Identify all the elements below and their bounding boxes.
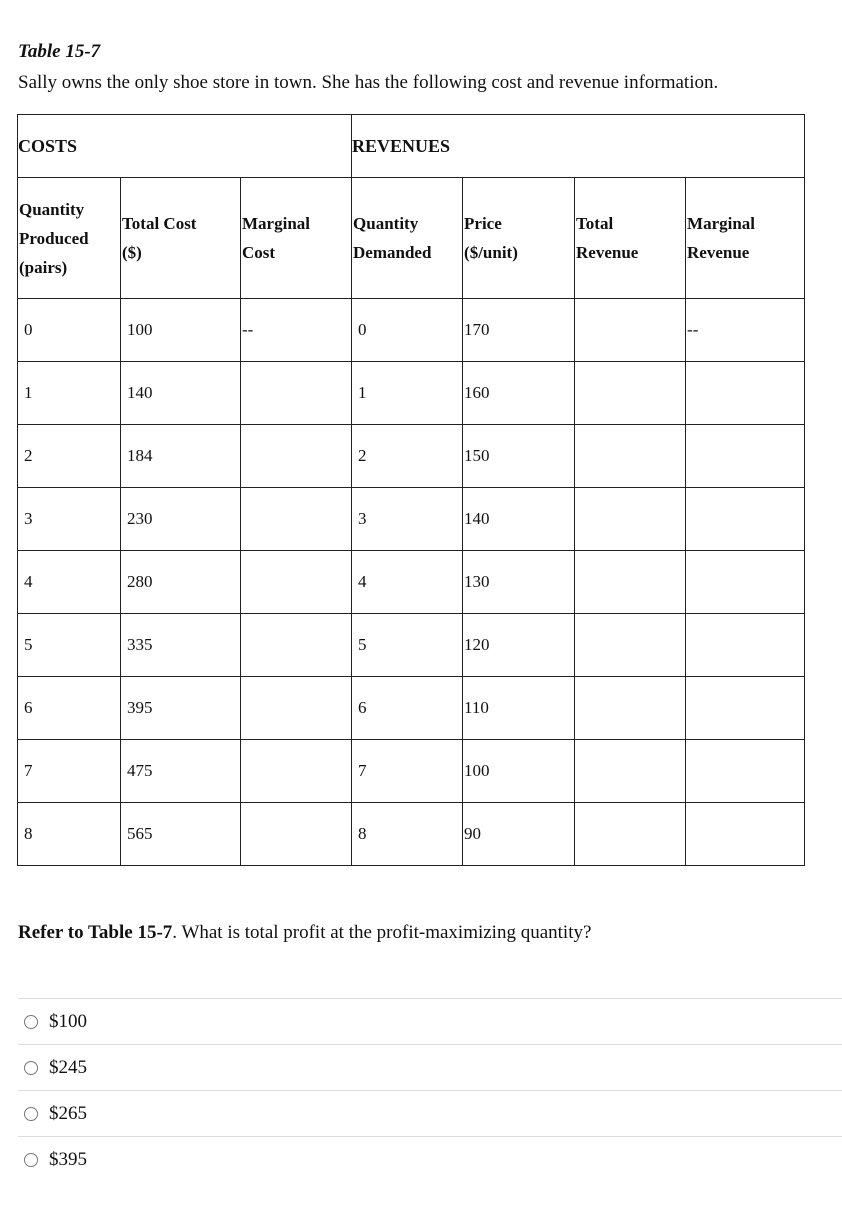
table-row <box>18 614 805 677</box>
cell-total-revenue <box>575 299 686 362</box>
answer-option[interactable] <box>18 1044 842 1090</box>
cell-total-cost: 100 <box>121 299 241 362</box>
cell-quantity-demanded: 3 <box>352 488 463 551</box>
cell-marginal-cost <box>241 425 352 488</box>
cell-quantity-produced: 3 <box>18 488 121 551</box>
revenues-section-label: REVENUES <box>352 115 805 178</box>
table-row <box>18 425 805 488</box>
cell-quantity-produced: 0 <box>18 299 121 362</box>
table-row <box>18 299 805 362</box>
header-marginal-revenue: Marginal Revenue <box>686 178 805 299</box>
header-marginal-cost: Marginal Cost <box>241 178 352 299</box>
cell-quantity-demanded: 0 <box>352 299 463 362</box>
cell-marginal-cost <box>241 803 352 866</box>
cell-marginal-revenue <box>686 614 805 677</box>
answer-options <box>18 998 842 1182</box>
costs-section-label: COSTS <box>18 115 352 178</box>
cell-total-revenue <box>575 614 686 677</box>
radio-button-icon[interactable] <box>24 1015 38 1029</box>
cell-total-cost: 140 <box>121 362 241 425</box>
option-label: $245 <box>49 1056 87 1078</box>
cell-quantity-demanded: 5 <box>352 614 463 677</box>
cell-marginal-revenue <box>686 425 805 488</box>
header-quantity-demanded: Quantity Demanded <box>352 178 463 299</box>
cell-quantity-demanded: 4 <box>352 551 463 614</box>
option-label: $395 <box>49 1148 87 1170</box>
cell-marginal-revenue <box>686 488 805 551</box>
cell-total-revenue <box>575 677 686 740</box>
table-title: Table 15-7 <box>18 41 101 62</box>
cell-total-cost: 395 <box>121 677 241 740</box>
table-row <box>18 551 805 614</box>
cell-marginal-revenue <box>686 551 805 614</box>
header-price: Price ($/unit) <box>463 178 575 299</box>
cell-total-cost: 280 <box>121 551 241 614</box>
cell-quantity-produced: 6 <box>18 677 121 740</box>
cell-quantity-produced: 7 <box>18 740 121 803</box>
cell-quantity-demanded: 1 <box>352 362 463 425</box>
table-row <box>18 488 805 551</box>
question-text <box>18 922 591 944</box>
cell-marginal-cost <box>241 614 352 677</box>
radio-button-icon[interactable] <box>24 1061 38 1075</box>
cell-total-cost: 565 <box>121 803 241 866</box>
cell-marginal-cost <box>241 488 352 551</box>
cell-price: 100 <box>463 740 575 803</box>
cell-marginal-revenue: -- <box>686 299 805 362</box>
cell-quantity-demanded: 7 <box>352 740 463 803</box>
cell-marginal-cost <box>241 740 352 803</box>
table-row <box>18 362 805 425</box>
cell-price: 150 <box>463 425 575 488</box>
cell-total-revenue <box>575 740 686 803</box>
cell-price: 110 <box>463 677 575 740</box>
answer-option[interactable] <box>18 998 842 1044</box>
question-body: . What is total profit at the profit-maximizing quantity? <box>172 922 592 943</box>
option-label: $100 <box>49 1010 87 1032</box>
cell-marginal-cost <box>241 677 352 740</box>
cell-marginal-cost <box>241 551 352 614</box>
cell-quantity-produced: 4 <box>18 551 121 614</box>
cell-total-revenue <box>575 362 686 425</box>
cell-quantity-demanded: 8 <box>352 803 463 866</box>
cell-quantity-produced: 1 <box>18 362 121 425</box>
cell-marginal-cost: -- <box>241 299 352 362</box>
answer-option[interactable] <box>18 1136 842 1182</box>
cell-total-cost: 230 <box>121 488 241 551</box>
radio-button-icon[interactable] <box>24 1107 38 1121</box>
cell-marginal-revenue <box>686 677 805 740</box>
cell-marginal-cost <box>241 362 352 425</box>
header-total-revenue: Total Revenue <box>575 178 686 299</box>
option-label: $265 <box>49 1102 87 1124</box>
cell-total-revenue <box>575 425 686 488</box>
cell-total-cost: 335 <box>121 614 241 677</box>
cell-price: 120 <box>463 614 575 677</box>
cell-price: 170 <box>463 299 575 362</box>
cell-quantity-demanded: 2 <box>352 425 463 488</box>
cell-total-cost: 475 <box>121 740 241 803</box>
cost-revenue-table <box>17 114 805 866</box>
section-header-row <box>18 115 805 178</box>
cell-quantity-produced: 2 <box>18 425 121 488</box>
cell-price: 140 <box>463 488 575 551</box>
header-total-cost: Total Cost ($) <box>121 178 241 299</box>
cell-quantity-produced: 8 <box>18 803 121 866</box>
cell-quantity-demanded: 6 <box>352 677 463 740</box>
cell-price: 90 <box>463 803 575 866</box>
cell-total-cost: 184 <box>121 425 241 488</box>
question-reference: Refer to Table 15-7 <box>18 922 173 943</box>
cell-total-revenue <box>575 803 686 866</box>
cell-price: 160 <box>463 362 575 425</box>
cell-total-revenue <box>575 551 686 614</box>
cell-marginal-revenue <box>686 803 805 866</box>
cell-marginal-revenue <box>686 740 805 803</box>
cell-marginal-revenue <box>686 362 805 425</box>
cell-total-revenue <box>575 488 686 551</box>
header-quantity-produced: Quantity Produced (pairs) <box>18 178 121 299</box>
cell-price: 130 <box>463 551 575 614</box>
cell-quantity-produced: 5 <box>18 614 121 677</box>
table-row <box>18 677 805 740</box>
table-row <box>18 740 805 803</box>
column-header-row <box>18 178 805 299</box>
answer-option[interactable] <box>18 1090 842 1136</box>
table-row <box>18 803 805 866</box>
radio-button-icon[interactable] <box>24 1153 38 1167</box>
intro-text: Sally owns the only shoe store in town. She has the following cost and revenue information. <box>18 72 719 93</box>
